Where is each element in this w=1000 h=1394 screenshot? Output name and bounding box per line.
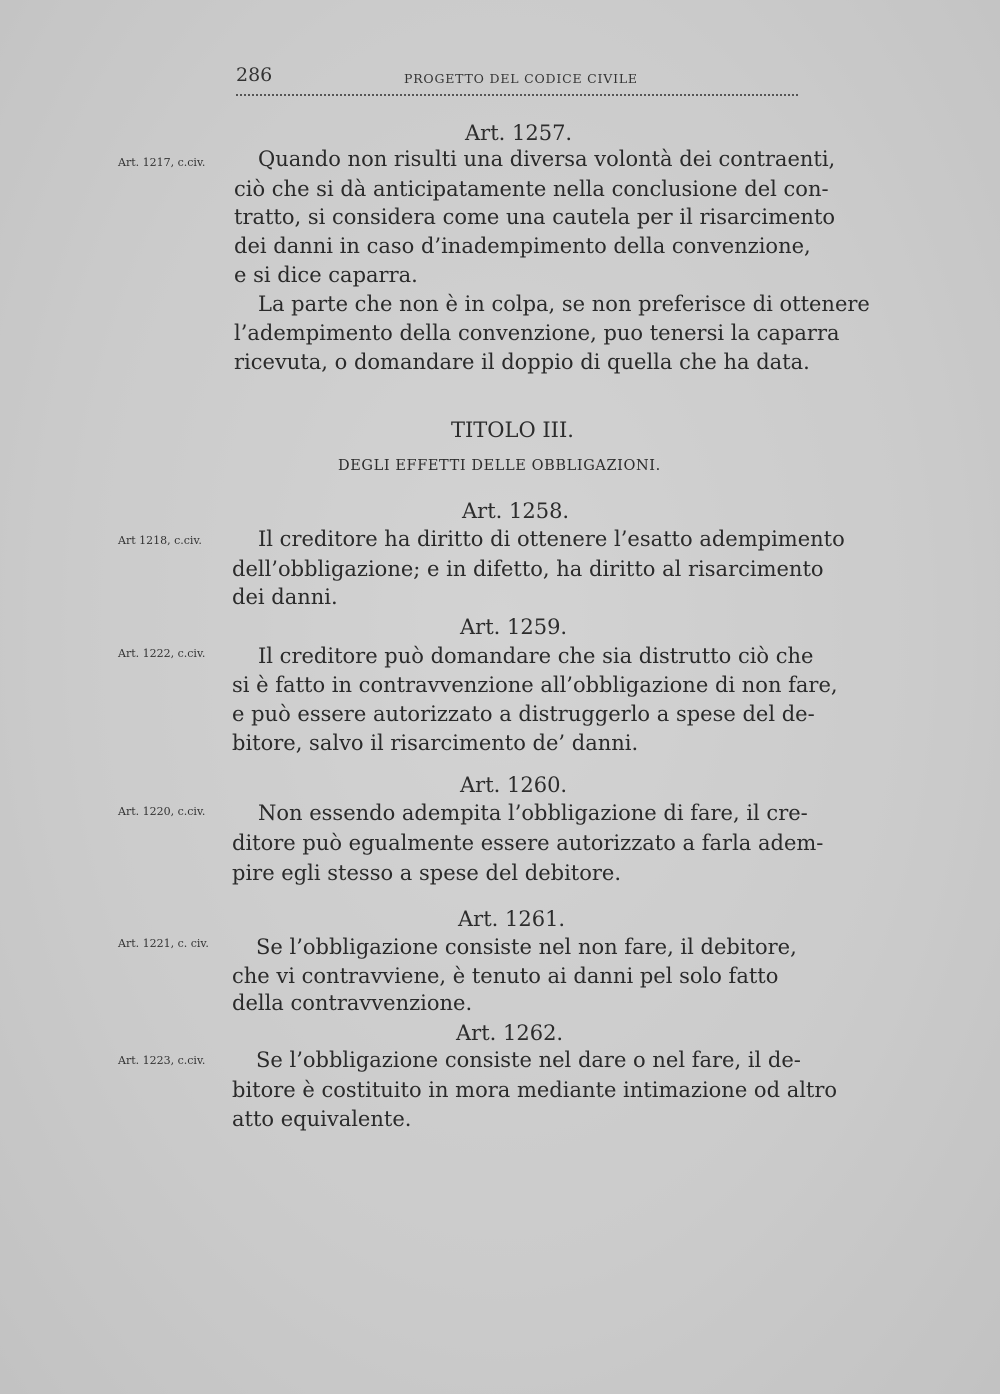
text-line: bitore, salvo il risarcimento de’ danni. <box>232 731 639 755</box>
article-heading: Art. 1261. <box>458 907 566 931</box>
article-heading: Art. 1262. <box>456 1021 564 1045</box>
text-line: pire egli stesso a spese del debitore. <box>232 861 622 885</box>
text-line: Se l’obbligazione consiste nel dare o nel fare, il de- <box>256 1048 801 1072</box>
article-heading: Art. 1259. <box>460 615 568 639</box>
text-line: l’adempimento della convenzione, puo tenersi la caparra <box>234 321 840 345</box>
text-line: Se l’obbligazione consiste nel non fare, il debitore, <box>256 935 797 959</box>
margin-reference: Art. 1220, c.civ. <box>118 805 206 818</box>
page-number: 286 <box>236 64 273 86</box>
running-title: PROGETTO DEL CODICE CIVILE <box>404 71 638 86</box>
margin-reference: Art. 1217, c.civ. <box>118 156 206 169</box>
article-heading: Art. 1260. <box>460 773 568 797</box>
text-line: e può essere autorizzato a distruggerlo a spese del de- <box>232 702 815 726</box>
title-heading: TITOLO III. <box>451 418 574 442</box>
margin-reference: Art 1218, c.civ. <box>118 534 202 547</box>
margin-reference: Art. 1223, c.civ. <box>118 1054 206 1067</box>
text-line: Non essendo adempita l’obbligazione di fare, il cre- <box>258 801 808 825</box>
text-line: che vi contravviene, è tenuto ai danni pel solo fatto <box>232 964 779 988</box>
text-line: atto equivalente. <box>232 1107 412 1131</box>
header-dotted-rule <box>236 94 798 96</box>
margin-reference: Art. 1222, c.civ. <box>118 647 206 660</box>
text-line: della contravvenzione. <box>232 991 473 1015</box>
text-line: ricevuta, o domandare il doppio di quella che ha data. <box>234 350 810 374</box>
text-line: Il creditore ha diritto di ottenere l’esatto adempimento <box>258 527 845 551</box>
text-line: dei danni. <box>232 585 338 609</box>
text-line: dell’obbligazione; e in difetto, ha diritto al risarcimento <box>232 557 824 581</box>
text-line: tratto, si considera come una cautela per il risarcimento <box>234 205 836 229</box>
text-line: Il creditore può domandare che sia distrutto ciò che <box>258 644 814 668</box>
page-header <box>236 64 798 100</box>
text-line: e si dice caparra. <box>234 263 418 287</box>
title-subheading: DEGLI EFFETTI DELLE OBBLIGAZIONI. <box>338 458 661 474</box>
margin-reference: Art. 1221, c. civ. <box>118 937 209 950</box>
text-line: bitore è costituito in mora mediante intimazione od altro <box>232 1078 838 1102</box>
text-line: ciò che si dà anticipatamente nella conclusione del con- <box>234 177 829 201</box>
text-line: dei danni in caso d’inadempimento della convenzione, <box>234 234 811 258</box>
text-line: ditore può egualmente essere autorizzato a farla adem- <box>232 831 824 855</box>
article-heading: Art. 1258. <box>462 499 570 523</box>
text-line: si è fatto in contravvenzione all’obbligazione di non fare, <box>232 673 838 697</box>
text-line: Quando non risulti una diversa volontà dei contraenti, <box>258 147 836 171</box>
article-heading: Art. 1257. <box>465 121 573 145</box>
text-line: La parte che non è in colpa, se non preferisce di ottenere <box>258 292 870 316</box>
